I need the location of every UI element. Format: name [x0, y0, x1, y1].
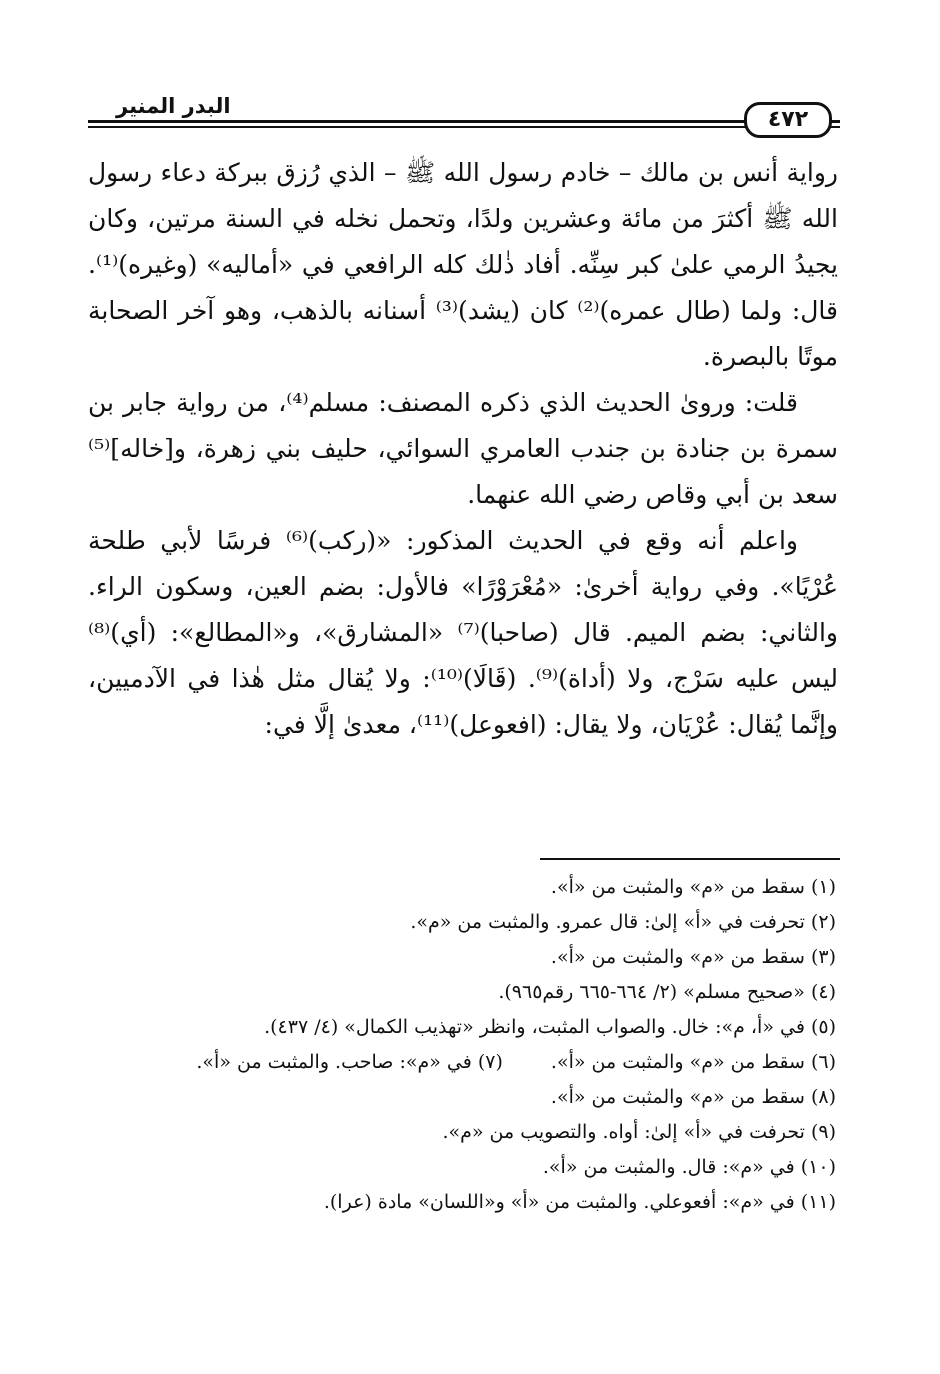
footnote-6: (٦) سقط من «م» والمثبت من «أ». — [550, 1051, 836, 1073]
footnote-10: (١٠) في «م»: قال. والمثبت من «أ». — [542, 1156, 836, 1178]
footnote-2: (٢) تحرفت في «أ» إلىٰ: قال عمرو. والمثبت من «م». — [410, 911, 836, 933]
paragraph-3: واعلم أنه وقع في الحديث المذكور: «(ركب)⁽⁶⁾ فرسًا لأبي طلحة عُرْيًا». وفي رواية أخرىٰ: «مُعْرَوْرًا» فالأول: بضم العين، وسكون الراء. والثاني: بضم الميم. قال (صاحبا)⁽⁷⁾ «المشارق»، و«المطالع»: (أي)⁽⁸⁾ ليس عليه سَرْج، ولا (أداة)⁽⁹⁾. (قَالَا)⁽¹⁰⁾: ولا يُقال مثل هٰذا في الآدميين، وإنَّما يُقال: عُرْيَان، ولا يقال: (افعوعل)⁽¹¹⁾، معدىٰ إلَّا في: — [88, 526, 838, 739]
paragraph-2: قلت: ورویٰ الحديث الذي ذكره المصنف: مسلم⁽⁴⁾، من رواية جابر بن سمرة بن جنادة بن جندب العامري السوائي، حليف بني زهرة، و[خاله]⁽⁵⁾ سعد بن أبي وقاص رضي الله عنهما. — [88, 388, 838, 509]
header-rule-thick — [88, 120, 840, 123]
footnote-1: (١) سقط من «م» والمثبت من «أ». — [550, 876, 836, 898]
footnote-9: (٩) تحرفت في «أ» إلىٰ: أواه. والتصويب من «م». — [442, 1121, 836, 1143]
footnote-11: (١١) في «م»: أفعوعلي. والمثبت من «أ» و«اللسان» مادة (عرا). — [323, 1191, 836, 1213]
header-rule-thin — [88, 126, 840, 128]
footnote-line-6-7 — [88, 1045, 840, 1080]
page-number: ٤٧٢ — [744, 102, 832, 138]
paragraph-1: رواية أنس بن مالك – خادم رسول الله ﷺ – الذي رُزق ببركة دعاء رسول الله ﷺ أكثرَ من مائة وعشرين ولدًا، وتحمل نخله في السنة مرتين، وكان يجيدُ الرمي علىٰ كبر سِنِّه. أفاد ذٰلك كله الرافعي في «أماليه» (وغيره)⁽¹⁾. قال: ولما (طال عمره)⁽²⁾ كان (يشد)⁽³⁾ أسنانه بالذهب، وهو آخر الصحابة موتًا بالبصرة. — [88, 158, 838, 371]
running-header — [88, 86, 840, 136]
footnote-8: (٨) سقط من «م» والمثبت من «أ». — [550, 1086, 836, 1108]
footnote-separator — [540, 858, 840, 860]
footnote-4: (٤) «صحيح مسلم» (٢/ ٦٦٤-٦٦٥ رقم٩٦٥). — [498, 981, 836, 1003]
main-text — [88, 150, 838, 748]
footnote-5: (٥) في «أ، م»: خال. والصواب المثبت، وانظر «تهذيب الكمال» (٤/ ٤٣٧). — [264, 1016, 836, 1038]
footnotes — [88, 870, 840, 1220]
footnote-3: (٣) سقط من «م» والمثبت من «أ». — [550, 946, 836, 968]
running-title: البدر المنير — [108, 94, 239, 118]
footnote-7: (٧) في «م»: صاحب. والمثبت من «أ». — [196, 1051, 503, 1073]
